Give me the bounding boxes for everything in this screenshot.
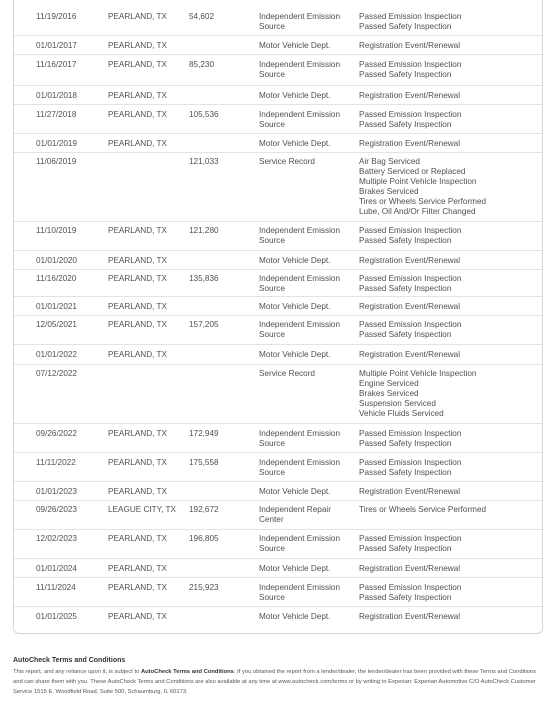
row-odometer: 157,205 xyxy=(189,320,219,329)
row-source xyxy=(259,157,315,167)
row-details-line: Passed Emission Inspection xyxy=(359,110,462,119)
row-source-line: Source xyxy=(259,236,285,245)
row-source-line: Source xyxy=(259,120,285,129)
row-source xyxy=(259,139,330,149)
row-source-line: Source xyxy=(259,330,285,339)
row-location: PEARLAND, TX xyxy=(108,274,167,283)
row-date: 12/02/2023 xyxy=(36,534,77,543)
row-source-line: Independent Emission xyxy=(259,226,341,235)
history-row xyxy=(14,134,542,153)
row-source-line: Independent Emission xyxy=(259,60,341,69)
row-odometer: 85,230 xyxy=(189,60,215,69)
row-date: 09/26/2023 xyxy=(36,505,77,514)
history-row xyxy=(14,270,542,297)
row-details-line: Battery Serviced or Replaced xyxy=(359,167,466,176)
row-details xyxy=(359,505,486,515)
row-source xyxy=(259,60,340,80)
row-details xyxy=(359,91,460,101)
row-source-line: Independent Repair xyxy=(259,505,331,514)
row-location: PEARLAND, TX xyxy=(108,612,167,621)
row-details-line: Air Bag Serviced xyxy=(359,157,420,166)
row-odometer: 135,836 xyxy=(189,274,219,283)
row-date: 01/01/2024 xyxy=(36,564,77,573)
row-details-line: Passed Safety Inspection xyxy=(359,120,452,129)
row-details-line: Passed Emission Inspection xyxy=(359,274,462,283)
row-odometer: 54,602 xyxy=(189,12,215,21)
history-row xyxy=(14,501,542,530)
row-details-line: Registration Event/Renewal xyxy=(359,139,461,148)
row-details-line: Multiple Point Vehicle Inspection xyxy=(359,177,477,186)
row-location: PEARLAND, TX xyxy=(108,139,167,148)
row-details-line: Lube, Oil And/Or Filter Changed xyxy=(359,207,476,216)
terms-footer xyxy=(13,656,543,697)
row-location: PEARLAND, TX xyxy=(108,350,167,359)
row-odometer: 105,536 xyxy=(189,110,219,119)
row-location: LEAGUE CITY, TX xyxy=(108,505,176,514)
terms-text xyxy=(13,667,543,697)
row-details-line: Passed Emission Inspection xyxy=(359,534,462,543)
row-details-line: Registration Event/Renewal xyxy=(359,302,461,311)
row-details xyxy=(359,564,460,574)
row-source-line: Independent Emission xyxy=(259,12,341,21)
row-source xyxy=(259,612,330,622)
row-details xyxy=(359,534,461,554)
row-odometer: 121,280 xyxy=(189,226,219,235)
history-row xyxy=(14,86,542,105)
row-location: PEARLAND, TX xyxy=(108,226,167,235)
row-details-line: Registration Event/Renewal xyxy=(359,256,461,265)
row-date: 01/01/2023 xyxy=(36,487,77,496)
history-row xyxy=(14,530,542,559)
terms-link[interactable]: AutoCheck Terms and Conditions xyxy=(140,669,234,675)
row-source xyxy=(259,320,340,340)
history-row xyxy=(14,0,542,36)
row-details-line: Suspension Serviced xyxy=(359,399,436,408)
row-details-line: Passed Safety Inspection xyxy=(359,70,452,79)
row-details-line: Brakes Serviced xyxy=(359,389,419,398)
row-source-line: Motor Vehicle Dept. xyxy=(259,350,331,359)
row-source-line: Source xyxy=(259,70,285,79)
row-source-line: Independent Emission xyxy=(259,274,341,283)
row-source-line: Source xyxy=(259,544,285,553)
row-location: PEARLAND, TX xyxy=(108,429,167,438)
row-details-line: Passed Emission Inspection xyxy=(359,458,462,467)
row-details xyxy=(359,256,460,266)
row-source xyxy=(259,302,330,312)
row-source xyxy=(259,369,315,379)
row-odometer: 192,672 xyxy=(189,505,219,514)
row-details-line: Registration Event/Renewal xyxy=(359,487,461,496)
row-source-line: Motor Vehicle Dept. xyxy=(259,139,331,148)
row-details xyxy=(359,226,461,246)
row-details-line: Passed Safety Inspection xyxy=(359,439,452,448)
row-source xyxy=(259,41,330,51)
row-details xyxy=(359,369,476,419)
row-details-line: Passed Safety Inspection xyxy=(359,330,452,339)
history-row xyxy=(14,453,542,482)
row-source xyxy=(259,256,330,266)
row-details-line: Passed Safety Inspection xyxy=(359,593,452,602)
row-details xyxy=(359,612,460,622)
terms-text-body: . If you obtained the report from a lender/dealer, the lender/dealer has been provided with these Terms and Conditions and can share them with you. These AutoCheck Terms and Conditions are also available at any time at www.autocheck.com/terms or by writing to Experian: Experian Automotive C/O AutoCheck Customer Service 1515 E. Woodfield Road, Suite 500, Schaumburg, IL 60173. xyxy=(13,669,537,695)
row-details-line: Passed Emission Inspection xyxy=(359,12,462,21)
row-date: 11/06/2019 xyxy=(36,157,77,166)
row-date: 01/01/2017 xyxy=(36,41,77,50)
row-details-line: Passed Emission Inspection xyxy=(359,429,462,438)
row-date: 11/11/2024 xyxy=(36,583,76,592)
row-source xyxy=(259,505,331,525)
row-details-line: Passed Safety Inspection xyxy=(359,544,452,553)
row-details xyxy=(359,487,460,497)
row-details-line: Passed Emission Inspection xyxy=(359,60,462,69)
row-details-line: Vehicle Fluids Serviced xyxy=(359,409,444,418)
row-source-line: Center xyxy=(259,515,284,524)
row-location: PEARLAND, TX xyxy=(108,320,167,329)
row-details-line: Registration Event/Renewal xyxy=(359,612,461,621)
row-odometer: 121,033 xyxy=(189,157,219,166)
row-location: PEARLAND, TX xyxy=(108,12,167,21)
history-row xyxy=(14,105,542,134)
row-source-line: Independent Emission xyxy=(259,320,341,329)
row-source-line: Independent Emission xyxy=(259,534,341,543)
row-location: PEARLAND, TX xyxy=(108,458,167,467)
row-location: PEARLAND, TX xyxy=(108,487,167,496)
row-date: 11/10/2019 xyxy=(36,226,77,235)
row-source-line: Service Record xyxy=(259,157,315,166)
row-details xyxy=(359,320,461,340)
row-source xyxy=(259,226,340,246)
row-source-line: Independent Emission xyxy=(259,458,341,467)
row-details-line: Passed Safety Inspection xyxy=(359,22,452,31)
row-date: 07/12/2022 xyxy=(36,369,77,378)
row-source xyxy=(259,12,340,32)
history-row xyxy=(14,424,542,453)
terms-text-intro: This report, and any reliance upon it, is subject to xyxy=(13,669,141,675)
row-source-line: Motor Vehicle Dept. xyxy=(259,302,331,311)
row-details xyxy=(359,583,461,603)
row-details-line: Passed Safety Inspection xyxy=(359,236,452,245)
row-details xyxy=(359,157,486,217)
row-source-line: Motor Vehicle Dept. xyxy=(259,256,331,265)
row-odometer: 215,923 xyxy=(189,583,219,592)
history-row xyxy=(14,607,542,634)
row-location: PEARLAND, TX xyxy=(108,302,167,311)
row-details-line: Tires or Wheels Service Performed xyxy=(359,197,487,206)
row-source-line: Source xyxy=(259,22,285,31)
history-row xyxy=(14,482,542,501)
row-details-line: Registration Event/Renewal xyxy=(359,564,461,573)
row-details-line: Multiple Point Vehicle Inspection xyxy=(359,369,477,378)
row-location: PEARLAND, TX xyxy=(108,583,167,592)
row-date: 11/16/2020 xyxy=(36,274,77,283)
row-date: 01/01/2019 xyxy=(36,139,77,148)
row-date: 01/01/2025 xyxy=(36,612,77,621)
row-source-line: Independent Emission xyxy=(259,429,341,438)
row-date: 01/01/2022 xyxy=(36,350,77,359)
row-source xyxy=(259,583,340,603)
row-source-line: Source xyxy=(259,439,285,448)
history-row xyxy=(14,316,542,345)
history-row xyxy=(14,36,542,55)
history-row xyxy=(14,365,542,424)
row-date: 09/26/2022 xyxy=(36,429,77,438)
row-source xyxy=(259,91,330,101)
history-row xyxy=(14,153,542,222)
terms-title: AutoCheck Terms and Conditions xyxy=(13,657,126,664)
row-details xyxy=(359,110,461,130)
row-source-line: Service Record xyxy=(259,369,315,378)
history-row xyxy=(14,559,542,578)
row-source xyxy=(259,110,340,130)
row-location: PEARLAND, TX xyxy=(108,60,167,69)
row-details-line: Registration Event/Renewal xyxy=(359,41,461,50)
row-date: 11/11/2022 xyxy=(36,458,76,467)
row-date: 01/01/2020 xyxy=(36,256,77,265)
history-row xyxy=(14,222,542,251)
history-table xyxy=(13,0,543,634)
row-date: 11/19/2016 xyxy=(36,12,77,21)
row-location: PEARLAND, TX xyxy=(108,110,167,119)
row-source-line: Motor Vehicle Dept. xyxy=(259,487,331,496)
row-source-line: Independent Emission xyxy=(259,110,341,119)
row-source xyxy=(259,274,340,294)
row-details xyxy=(359,429,461,449)
row-source-line: Motor Vehicle Dept. xyxy=(259,612,331,621)
history-row xyxy=(14,578,542,607)
row-details xyxy=(359,60,461,80)
row-source-line: Source xyxy=(259,593,285,602)
row-location: PEARLAND, TX xyxy=(108,41,167,50)
row-date: 11/27/2018 xyxy=(36,110,77,119)
row-source xyxy=(259,429,340,449)
row-details-line: Engine Serviced xyxy=(359,379,419,388)
row-details-line: Passed Safety Inspection xyxy=(359,468,452,477)
row-details-line: Passed Emission Inspection xyxy=(359,226,462,235)
row-odometer: 196,805 xyxy=(189,534,219,543)
row-odometer: 175,558 xyxy=(189,458,219,467)
history-row xyxy=(14,55,542,86)
row-odometer: 172,949 xyxy=(189,429,219,438)
row-details xyxy=(359,41,460,51)
row-location: PEARLAND, TX xyxy=(108,534,167,543)
row-location: PEARLAND, TX xyxy=(108,91,167,100)
row-details-line: Passed Emission Inspection xyxy=(359,583,462,592)
row-date: 12/05/2021 xyxy=(36,320,77,329)
row-location: PEARLAND, TX xyxy=(108,256,167,265)
row-source xyxy=(259,534,340,554)
row-source-line: Source xyxy=(259,468,285,477)
row-details-line: Passed Safety Inspection xyxy=(359,284,452,293)
row-details xyxy=(359,302,460,312)
row-source xyxy=(259,350,330,360)
row-location: PEARLAND, TX xyxy=(108,564,167,573)
row-date: 01/01/2018 xyxy=(36,91,77,100)
row-details-line: Brakes Serviced xyxy=(359,187,419,196)
row-details-line: Passed Emission Inspection xyxy=(359,320,462,329)
row-details xyxy=(359,274,461,294)
row-details xyxy=(359,12,461,32)
row-source-line: Independent Emission xyxy=(259,583,341,592)
row-details-line: Tires or Wheels Service Performed xyxy=(359,505,487,514)
row-details xyxy=(359,139,460,149)
history-row xyxy=(14,345,542,365)
row-details xyxy=(359,458,461,478)
row-details-line: Registration Event/Renewal xyxy=(359,350,461,359)
row-date: 11/16/2017 xyxy=(36,60,77,69)
row-source-line: Motor Vehicle Dept. xyxy=(259,41,331,50)
row-source-line: Source xyxy=(259,284,285,293)
row-source-line: Motor Vehicle Dept. xyxy=(259,91,331,100)
row-source-line: Motor Vehicle Dept. xyxy=(259,564,331,573)
row-source xyxy=(259,458,340,478)
row-source xyxy=(259,564,330,574)
row-details-line: Registration Event/Renewal xyxy=(359,91,461,100)
row-details xyxy=(359,350,460,360)
row-source xyxy=(259,487,330,497)
history-row xyxy=(14,297,542,316)
row-date: 01/01/2021 xyxy=(36,302,77,311)
history-row xyxy=(14,251,542,270)
